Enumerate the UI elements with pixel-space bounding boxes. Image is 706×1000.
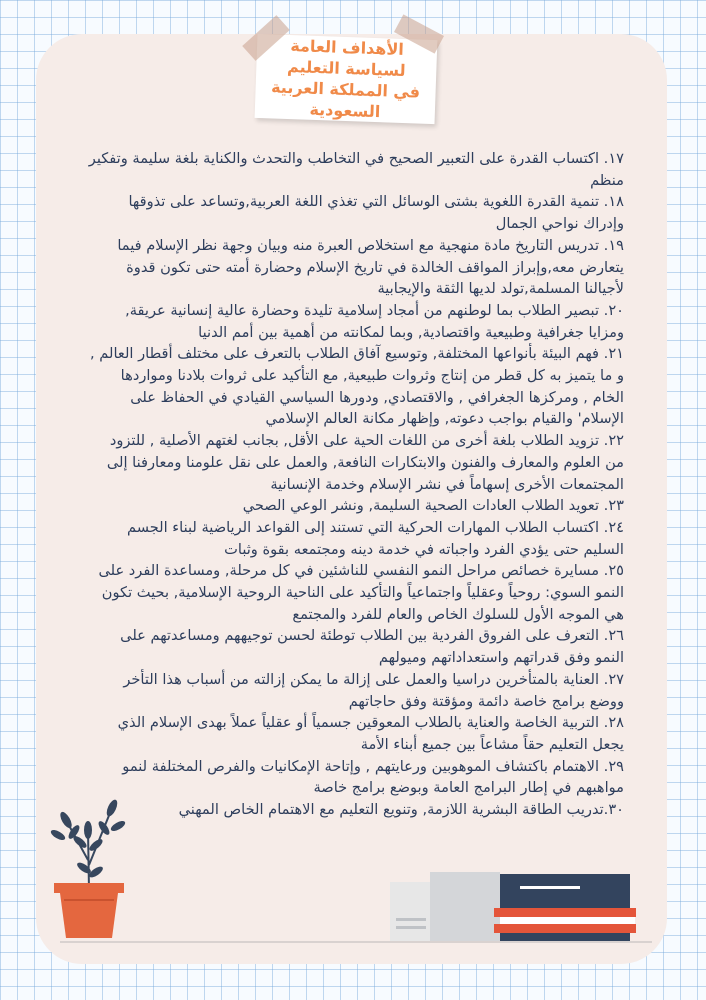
potted-plant-icon <box>44 790 134 940</box>
goal-item: ٢٣. تعويد الطلاب العادات الصحية السليمة, ونشر الوعي الصحي <box>242 497 624 515</box>
goal-item: ١٨. تنمية القدرة اللغوية بشتى الوسائل التي تغذي اللغة العربية,وتساعد على تذوقها وإدراك نواحي الجمال <box>128 193 624 233</box>
goal-item: ٢٢. تزويد الطلاب بلغة أخرى من اللغات الحية على الأقل, بجانب لغتهم الأصلية , للتزود من العلوم والمعارف والفنون والابتكارات النافعة, والعمل على نقل علومنا ومعارفنا إلى المجتمعات الأخرى إسهاماً في نشر الإسلام وخدمة الإنسانية <box>106 432 624 493</box>
goal-item: ٢٩. الاهتمام باكتشاف الموهوبين ورعايتهم , وإتاحة الإمكانيات والفرص المختلفة لنمو مواهبهم في إطار البرامج العامة وبوضع برامج خاصة <box>122 757 624 797</box>
shelf-line <box>60 941 652 943</box>
goal-item: ٢٥. مسايرة خصائص مراحل النمو النفسي للناشئين في كل مرحلة, ومساعدة الفرد على النمو السوي: روحياً وعقلياً واجتماعياً والتأكيد على الناحية الروحية الإسلامية, بحيث تكون هي الموجه الأول للسلوك الخاص والعام للفرد والمجتمع <box>98 562 624 623</box>
goal-item: ٢٠. تبصير الطلاب بما لوطنهم من أمجاد إسلامية تليدة وحضارة عالية إنسانية عريقة, ومزايا جغرافية وطبيعية واقتصادية, وبما لمكانته من أهمية بين أمم الدنيا <box>125 301 624 341</box>
page-title: الأهداف العامة لسياسة التعليم في المملكة العربية السعودية <box>270 36 421 122</box>
goal-item: ١٩. تدريس التاريخ مادة منهجية مع استخلاص العبرة منه وبيان وجهة نظر الإسلام فيما يتعارض معه,وإبراز المواقف الخالدة في تاريخ الإسلام وحضارة أمته حتى تكون قدوة لأجيالنا المسلمة,تولد لديها الثقة والإيجابية <box>117 236 624 298</box>
goal-item: ٢٦. التعرف على الفروق الفردية بين الطلاب توطئة لحسن توجيههم ومساعدتهم على النمو وفق قدراتهم واستعداداتهم وميولهم <box>120 627 624 667</box>
books-stack-icon <box>390 870 640 945</box>
goal-item: ١٧. اكتساب القدرة على التعبير الصحيح في التخاطب والتحدث والكناية بلغة سليمة وتفكير منظم <box>88 150 624 189</box>
goals-list <box>88 148 624 821</box>
title-note <box>255 34 438 124</box>
goal-item: ٣٠.تدريب الطاقة البشرية اللازمة, وتنويع التعليم مع الاهتمام الخاص المهني <box>178 801 624 819</box>
goal-item: ٢٤. اكتساب الطلاب المهارات الحركية التي تستند إلى القواعد الرياضية لبناء الجسم السليم حتى يؤدي الفرد واجباته في خدمة دينه ومجتمعه بقوة وثبات <box>126 518 624 558</box>
goal-item: ٢٧. العناية بالمتأخرين دراسيا والعمل على إزالة ما يمكن إزالته من أسباب هذا التأخر ووضع برامج خاصة دائمة ومؤقتة وفق حاجاتهم <box>123 670 624 710</box>
goal-item: ٢٨. التربية الخاصة والعناية بالطلاب المعوقين جسمياً أو عقلياً عملاً بهدى الإسلام الذي يجعل التعليم حقاً مشاعاً بين جميع أبناء الأمة <box>117 714 624 753</box>
goal-item: ٢١. فهم البيئة بأنواعها المختلفة, وتوسيع آفاق الطلاب بالتعرف على مختلف أقطار العالم , و ما يتميز به كل قطر من إنتاج وثروات طبيعية, مع التأكيد على ثروات بلادنا ومواردها الخام , ومركزها الجغرافي , والاقتصادي, ودورها السياسي القيادي في الحفاظ على الإسلام' والقيام بواجب دعوته, وإظهار مكانة العالم الإسلامي <box>90 345 624 428</box>
